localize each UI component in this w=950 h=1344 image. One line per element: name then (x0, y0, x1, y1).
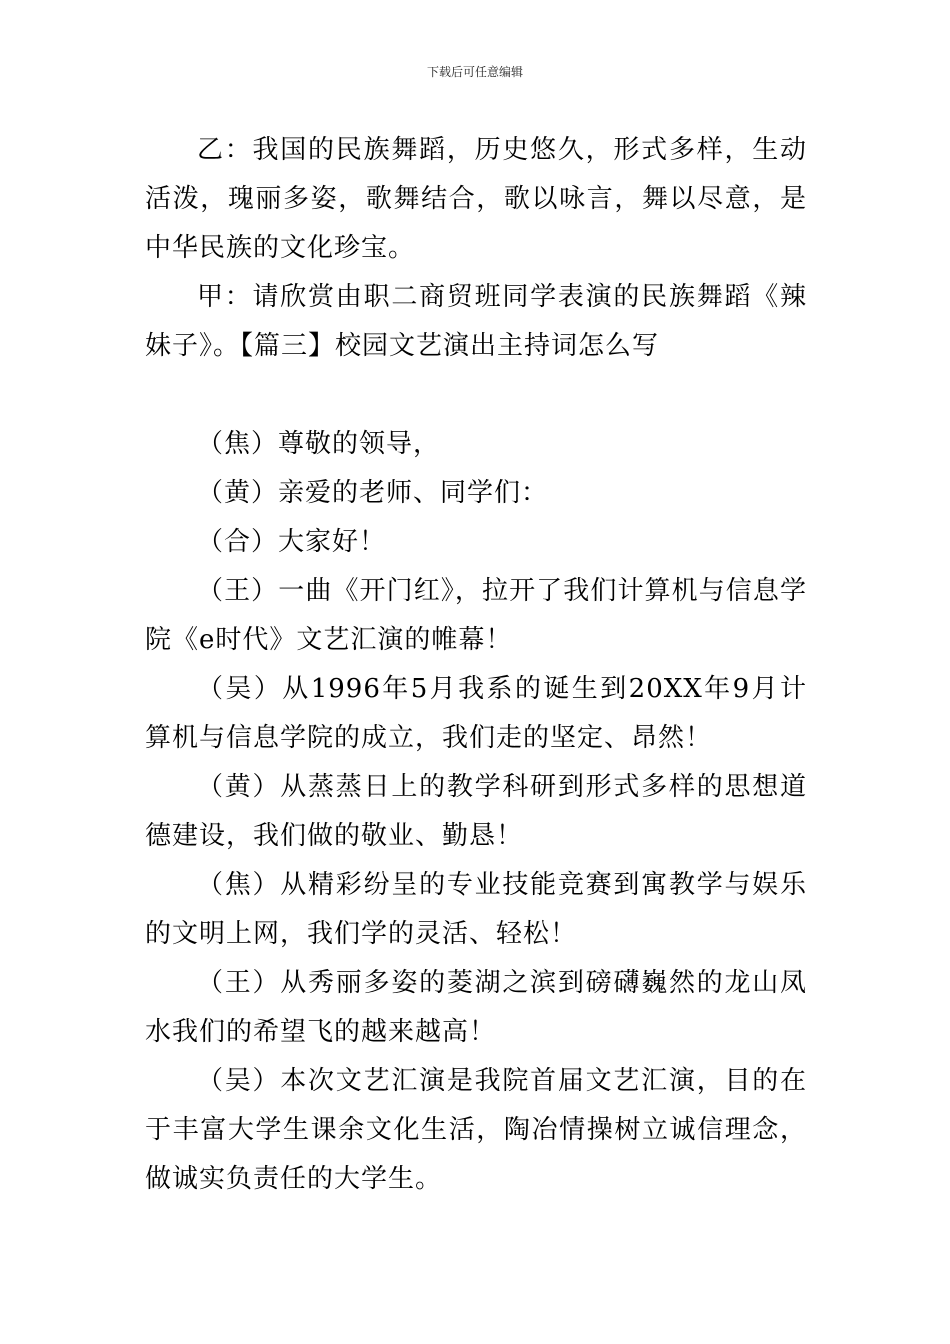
paragraph-huang-teaching: （黄）从蒸蒸日上的教学科研到形式多样的思想道德建设，我们做的敬业、勤恳！ (145, 772, 807, 851)
paragraph-jiao-competition: （焦）从精彩纷呈的专业技能竞赛到寓教学与娱乐的文明上网，我们学的灵活、轻松！ (145, 870, 807, 949)
paragraph-yi-intro: 乙：我国的民族舞蹈，历史悠久，形式多样，生动活泼，瑰丽多姿，歌舞结合，歌以咏言，舞以尽意，是中华民族的文化珍宝。 (145, 135, 807, 263)
paragraph-wu-history: （吴）从1996年5月我系的诞生到20XX年9月计算机与信息学院的成立，我们走的坚定、昂然！ (145, 674, 807, 753)
paragraph-jia-intro: 甲：请欣赏由职二商贸班同学表演的民族舞蹈《辣妹子》。【篇三】校园文艺演出主持词怎么写 (145, 282, 807, 361)
blank-line (145, 371, 807, 420)
paragraph-huang-greeting: （黄）亲爱的老师、同学们： (197, 478, 549, 508)
paragraph-jiao-greeting: （焦）尊敬的领导， (197, 429, 441, 459)
document-body (145, 126, 807, 1204)
paragraph-together-greeting: （合）大家好！ (197, 527, 387, 557)
paragraph-wang-opening: （王）一曲《开门红》，拉开了我们计算机与信息学院《e时代》文艺汇演的帷幕！ (145, 576, 807, 655)
page-header-note: 下载后可任意编辑 (426, 65, 523, 79)
paragraph-wu-purpose: （吴）本次文艺汇演是我院首届文艺汇演，目的在于丰富大学生课余文化生活，陶冶情操树立诚信理念，做诚实负责任的大学生。 (145, 1066, 807, 1194)
paragraph-wang-hope: （王）从秀丽多姿的菱湖之滨到磅礴巍然的龙山凤水我们的希望飞的越来越高！ (145, 968, 807, 1047)
